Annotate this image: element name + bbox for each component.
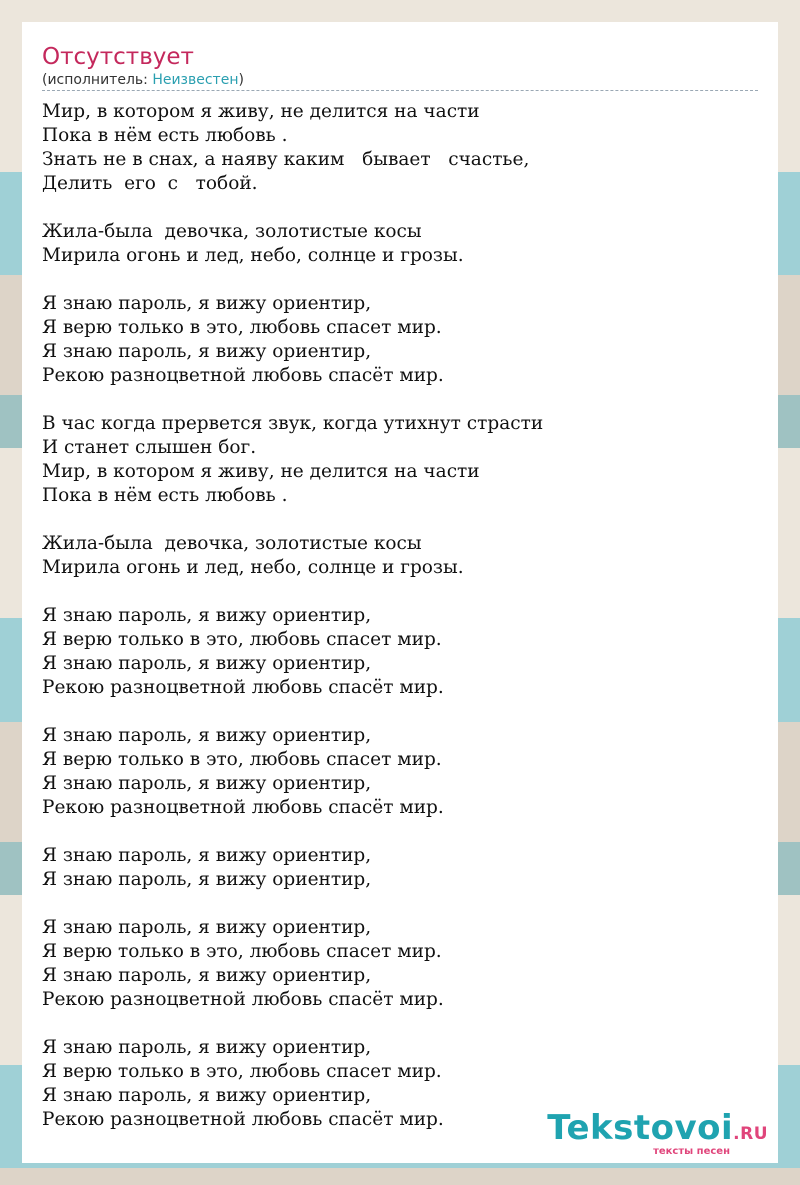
lyric-line: Рекою разноцветной любовь спасёт мир. (42, 797, 444, 818)
logo-tagline: тексты песен (653, 1146, 730, 1157)
lyric-line: Рекою разноцветной любовь спасёт мир. (42, 677, 444, 698)
lyric-line: Я знаю пароль, я вижу ориентир, (42, 917, 372, 938)
lyric-line: Пока в нём есть любовь . (42, 485, 288, 506)
lyric-line: Я верю только в это, любовь спасет мир. (42, 941, 442, 962)
stanza (42, 844, 758, 892)
lyric-line: И станет слышен бог. (42, 437, 257, 458)
lyric-line: Мирила огонь и лед, небо, солнце и грозы. (42, 245, 464, 266)
lyric-line: Жила-была девочка, золотистые косы (42, 221, 422, 242)
lyric-line: Я знаю пароль, я вижу ориентир, (42, 869, 372, 890)
stanza (42, 100, 758, 196)
stanza (42, 220, 758, 268)
subtitle-suffix: ) (238, 72, 244, 88)
lyric-line: Я знаю пароль, я вижу ориентир, (42, 725, 372, 746)
lyrics-card (22, 22, 778, 1163)
lyric-line: Я знаю пароль, я вижу ориентир, (42, 965, 372, 986)
lyrics-text (42, 100, 758, 1156)
lyric-line: Жила-была девочка, золотистые косы (42, 533, 422, 554)
lyric-line: Рекою разноцветной любовь спасёт мир. (42, 989, 444, 1010)
lyric-line: Мир, в котором я живу, не делится на части (42, 461, 480, 482)
stanza (42, 916, 758, 1012)
lyric-line: Пока в нём есть любовь . (42, 125, 288, 146)
lyric-line: Знать не в снах, а наяву каким бывает счастье, (42, 149, 530, 170)
lyric-line: Я знаю пароль, я вижу ориентир, (42, 1085, 372, 1106)
logo-tld: .RU (733, 1124, 768, 1144)
stanza (42, 292, 758, 388)
title-divider (42, 90, 758, 91)
song-subtitle (42, 70, 244, 90)
lyric-line: Я знаю пароль, я вижу ориентир, (42, 605, 372, 626)
lyric-line: Я знаю пароль, я вижу ориентир, (42, 1037, 372, 1058)
lyric-line: Я верю только в это, любовь спасет мир. (42, 317, 442, 338)
stanza (42, 532, 758, 580)
subtitle-prefix: (исполнитель: (42, 72, 153, 88)
lyric-line: Я верю только в это, любовь спасет мир. (42, 749, 442, 770)
lyric-line: Я верю только в это, любовь спасет мир. (42, 629, 442, 650)
stanza (42, 412, 758, 508)
lyric-line: Я знаю пароль, я вижу ориентир, (42, 341, 372, 362)
lyric-line: Я знаю пароль, я вижу ориентир, (42, 293, 372, 314)
lyric-line: Я знаю пароль, я вижу ориентир, (42, 845, 372, 866)
lyric-line: Я знаю пароль, я вижу ориентир, (42, 773, 372, 794)
lyric-line: Делить его с тобой. (42, 173, 258, 194)
lyric-line: Мирила огонь и лед, небо, солнце и грозы. (42, 557, 464, 578)
lyric-line: Я знаю пароль, я вижу ориентир, (42, 653, 372, 674)
lyric-line: Мир, в котором я живу, не делится на части (42, 101, 480, 122)
lyric-line: Рекою разноцветной любовь спасёт мир. (42, 365, 444, 386)
song-title: Отсутствует (42, 44, 194, 70)
lyric-line: В час когда прервется звук, когда утихнут страсти (42, 413, 544, 434)
stanza (42, 604, 758, 700)
lyric-line: Рекою разноцветной любовь спасёт мир. (42, 1109, 444, 1130)
site-logo[interactable] (547, 1110, 768, 1157)
lyric-line: Я верю только в это, любовь спасет мир. (42, 1061, 442, 1082)
artist-link[interactable]: Неизвестен (152, 72, 239, 88)
logo-name: Tekstovoi (547, 1108, 734, 1148)
stanza (42, 724, 758, 820)
